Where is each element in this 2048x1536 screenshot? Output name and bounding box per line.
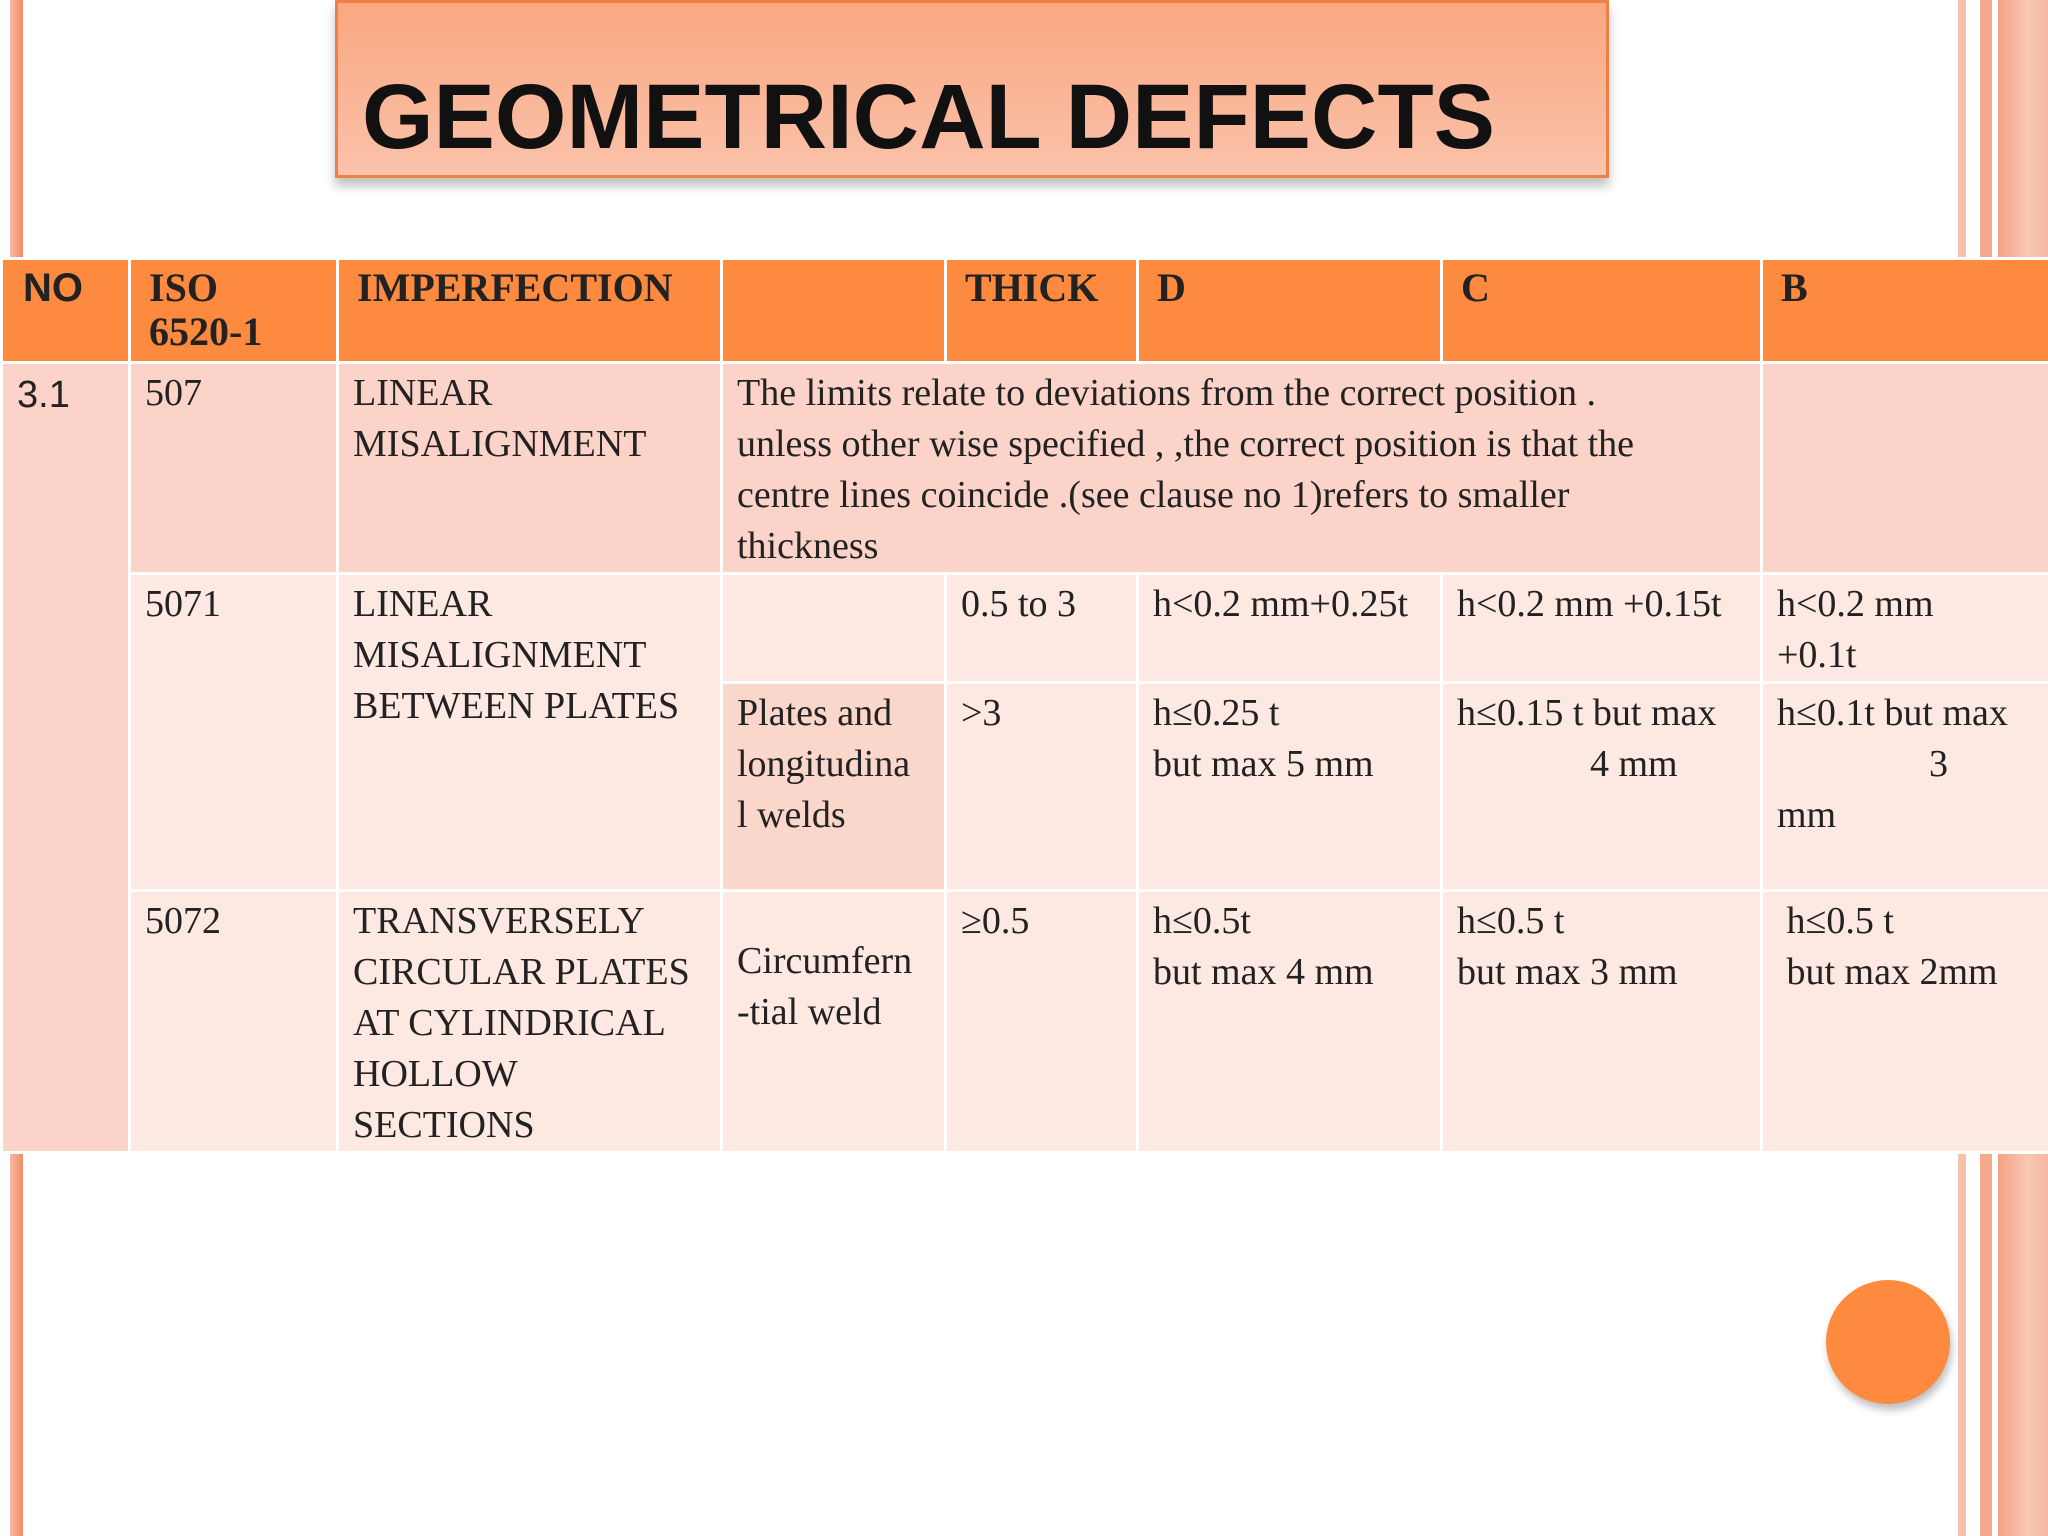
table-row bbox=[2, 363, 2048, 574]
table-row bbox=[2, 891, 2048, 1153]
b-empty bbox=[1762, 363, 2048, 574]
thick-value: ≥0.5 bbox=[946, 891, 1138, 1153]
defects-table bbox=[0, 257, 2048, 1154]
b-value: h≤0.5 t but max 2mm bbox=[1762, 891, 2048, 1153]
weld-type: Plates and longitudina l welds bbox=[722, 683, 946, 891]
imperfection-name: LINEAR MISALIGNMENT BETWEEN PLATES bbox=[338, 574, 722, 891]
header-c: C bbox=[1442, 259, 1762, 363]
d-value: h≤0.25 t but max 5 mm bbox=[1138, 683, 1442, 891]
header-blank bbox=[722, 259, 946, 363]
header-thick: THICK bbox=[946, 259, 1138, 363]
c-value: h≤0.5 t but max 3 mm bbox=[1442, 891, 1762, 1153]
thick-value: >3 bbox=[946, 683, 1138, 891]
table-header-row bbox=[2, 259, 2048, 363]
header-b: B bbox=[1762, 259, 2048, 363]
header-iso: ISO 6520-1 bbox=[130, 259, 338, 363]
b-value: h≤0.1t but max 3 mm bbox=[1762, 683, 2048, 891]
c-value: h≤0.15 t but max 4 mm bbox=[1442, 683, 1762, 891]
slide-title: GEOMETRICAL DEFECTS bbox=[362, 66, 1496, 168]
limits-note: The limits relate to deviations from the correct position . unless other wise specified , ,the correct position is that the centre lines coincide .(see clause no 1)refers to smaller thickness bbox=[722, 363, 1762, 574]
header-no: NO bbox=[2, 259, 130, 363]
orange-circle-decoration bbox=[1826, 1280, 1950, 1404]
c-value: h<0.2 mm +0.15t bbox=[1442, 574, 1762, 683]
table-row bbox=[2, 574, 2048, 683]
imperfection-name: TRANSVERSELY CIRCULAR PLATES AT CYLINDRICAL HOLLOW SECTIONS bbox=[338, 891, 722, 1153]
imperfection-name: LINEAR MISALIGNMENT bbox=[338, 363, 722, 574]
weld-type: Circumfern -tial weld bbox=[722, 891, 946, 1153]
header-imperfection: IMPERFECTION bbox=[338, 259, 722, 363]
d-value: h≤0.5t but max 4 mm bbox=[1138, 891, 1442, 1153]
iso-code: 5072 bbox=[130, 891, 338, 1153]
d-value: h<0.2 mm+0.25t bbox=[1138, 574, 1442, 683]
iso-code: 5071 bbox=[130, 574, 338, 891]
title-box bbox=[335, 0, 1609, 178]
weld-empty bbox=[722, 574, 946, 683]
thick-value: 0.5 to 3 bbox=[946, 574, 1138, 683]
row-no: 3.1 bbox=[2, 363, 130, 1153]
header-d: D bbox=[1138, 259, 1442, 363]
iso-code: 507 bbox=[130, 363, 338, 574]
b-value: h<0.2 mm +0.1t bbox=[1762, 574, 2048, 683]
